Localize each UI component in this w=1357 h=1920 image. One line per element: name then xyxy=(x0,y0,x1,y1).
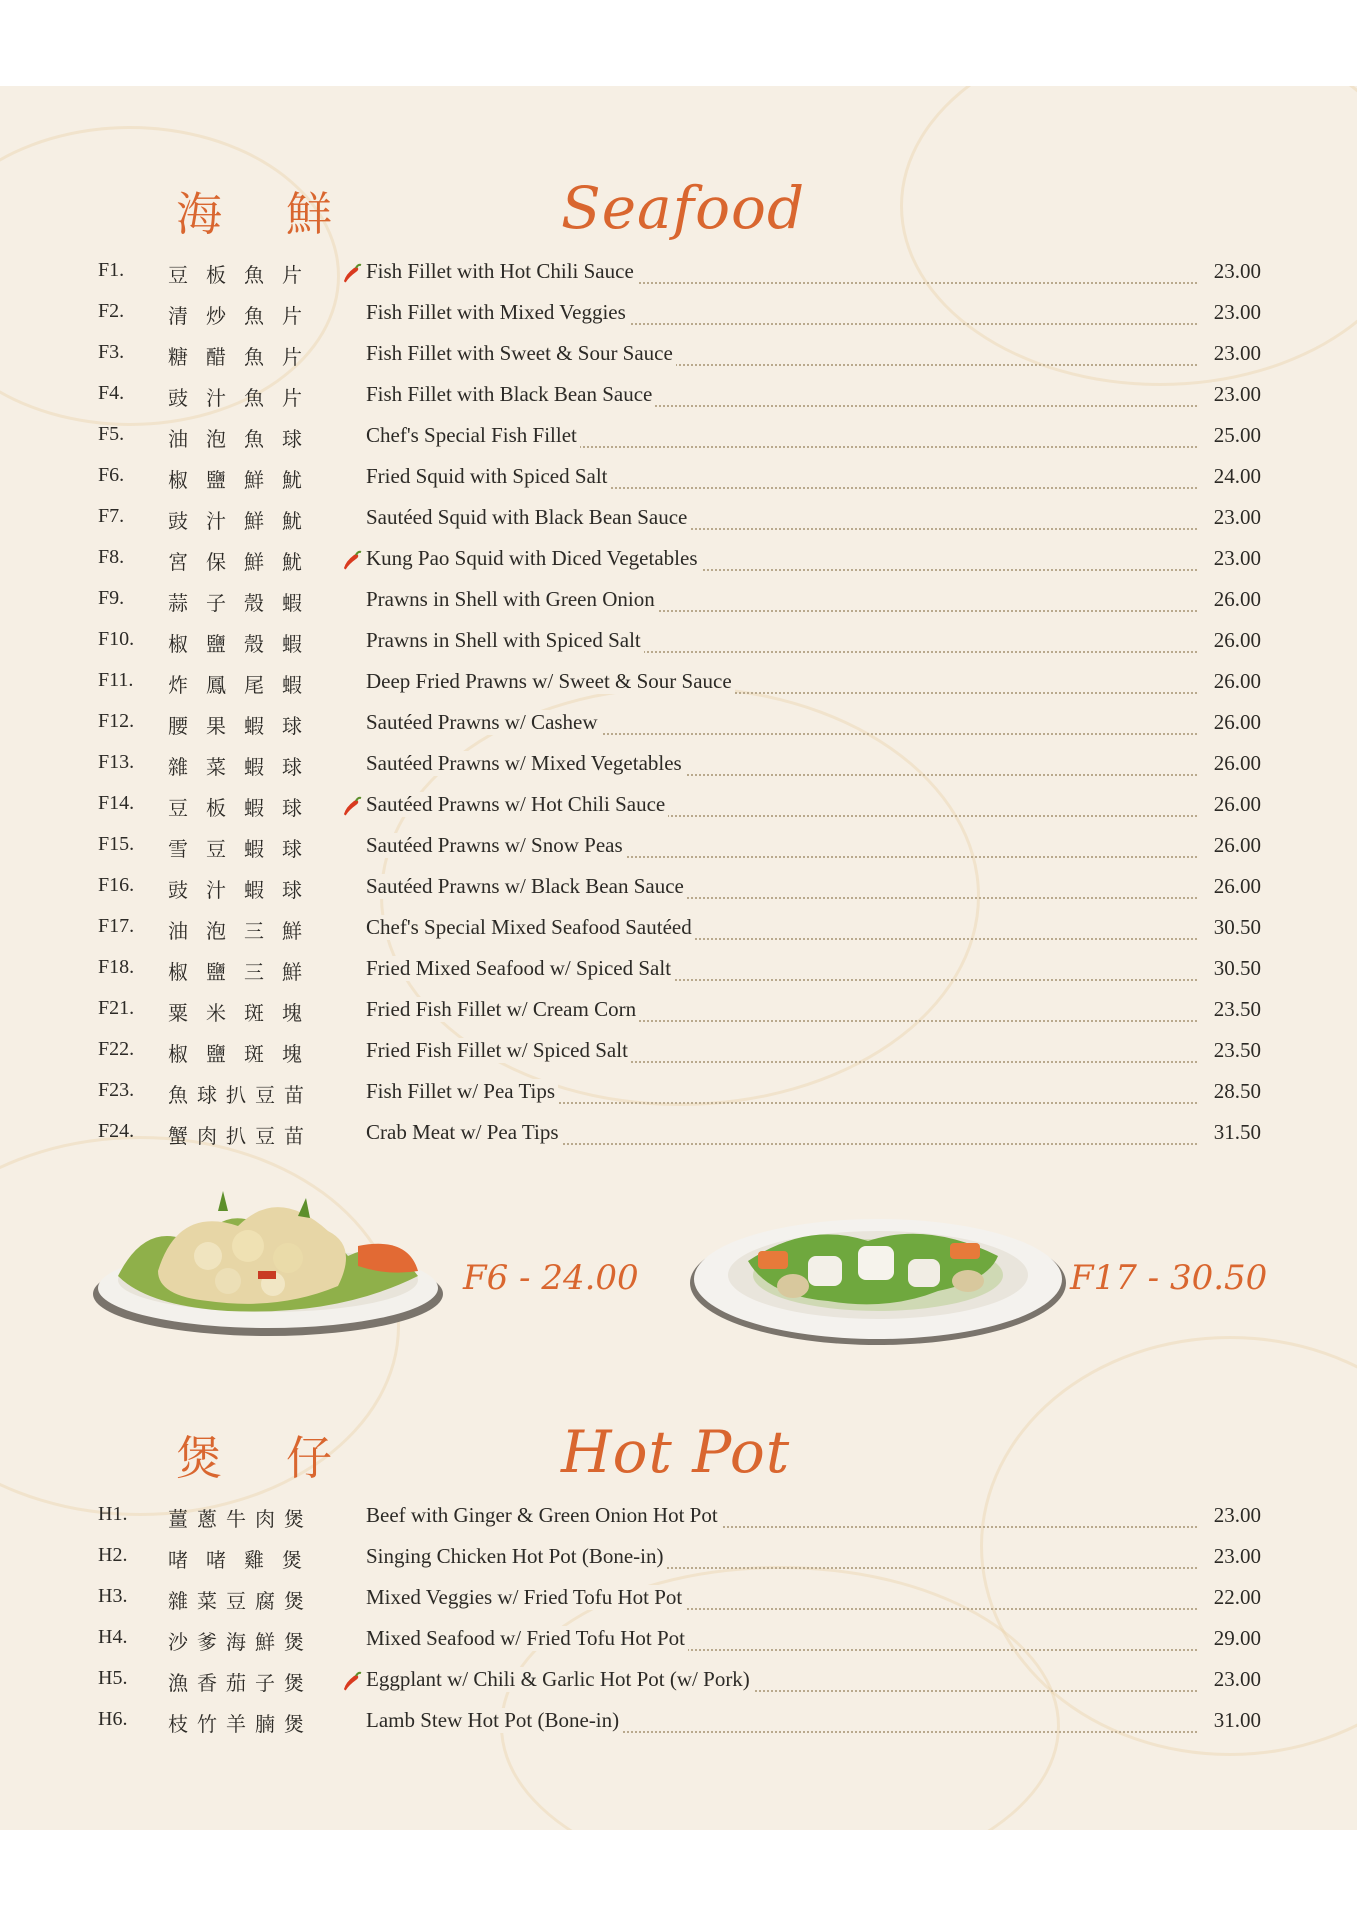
item-name-cn-char: 板 xyxy=(206,263,226,287)
item-name-cn-char: 蟹 xyxy=(168,1124,188,1148)
item-price: 26.00 xyxy=(1213,710,1261,734)
item-name-cn-char: 豉 xyxy=(168,878,188,902)
item-name-cn-char: 煲 xyxy=(284,1630,304,1654)
item-name-cn-char: 肉 xyxy=(255,1507,275,1531)
menu-item xyxy=(0,869,1357,910)
item-name-cn-char: 蝦 xyxy=(244,796,264,820)
item-price: 23.00 xyxy=(1213,546,1261,570)
item-name-cn-char: 扒 xyxy=(226,1083,246,1107)
item-name-cn-char: 蝦 xyxy=(244,714,264,738)
item-name-cn-char: 鮮 xyxy=(255,1630,275,1654)
item-price: 31.50 xyxy=(1213,1120,1261,1144)
item-price: 26.00 xyxy=(1213,833,1261,857)
item-name-cn-char: 球 xyxy=(282,837,302,861)
item-code: F1. xyxy=(98,259,125,281)
item-name-cn xyxy=(168,464,338,493)
item-name: Beef with Ginger & Green Onion Hot Pot xyxy=(366,1503,721,1528)
item-name-cn-char: 煲 xyxy=(284,1589,304,1613)
item-name: Fried Mixed Seafood w/ Spiced Salt xyxy=(366,956,674,981)
item-name-cn-char: 鮮 xyxy=(244,550,264,574)
photo-label-f6: F6 - 24.00 xyxy=(463,1258,639,1298)
menu-item xyxy=(0,582,1357,623)
item-price: 23.50 xyxy=(1213,997,1261,1021)
item-name: Deep Fried Prawns w/ Sweet & Sour Sauce xyxy=(366,669,735,694)
item-name-cn-char: 殼 xyxy=(244,632,264,656)
item-name-cn-char: 汁 xyxy=(206,386,226,410)
item-name-cn-char: 球 xyxy=(282,878,302,902)
item-name-cn-char: 鮮 xyxy=(282,960,302,984)
item-name-cn-char: 爹 xyxy=(197,1630,217,1654)
item-name: Fish Fillet with Hot Chili Sauce xyxy=(366,259,637,284)
item-name-cn-char: 泡 xyxy=(206,919,226,943)
item-code: F15. xyxy=(98,833,135,855)
item-price: 23.00 xyxy=(1213,1544,1261,1568)
item-name-cn xyxy=(168,833,338,862)
chili-pepper-icon xyxy=(340,1670,362,1692)
item-name-cn-char: 雪 xyxy=(168,837,188,861)
item-name: Sautéed Prawns w/ Mixed Vegetables xyxy=(366,751,685,776)
menu-item xyxy=(0,254,1357,295)
menu-item xyxy=(0,951,1357,992)
item-name-cn xyxy=(168,1544,338,1573)
item-code: H6. xyxy=(98,1708,128,1730)
hotpot-title-cn xyxy=(176,1422,332,1488)
item-name-cn-char: 豆 xyxy=(255,1124,275,1148)
item-name-cn-char: 鮮 xyxy=(244,509,264,533)
item-name-cn-char: 椒 xyxy=(168,960,188,984)
item-name-cn-char: 枝 xyxy=(168,1712,188,1736)
item-name-cn xyxy=(168,259,338,288)
menu-item xyxy=(0,1539,1357,1580)
item-code: F9. xyxy=(98,587,125,609)
item-name-cn-char: 腐 xyxy=(255,1589,275,1613)
menu-item xyxy=(0,295,1357,336)
item-name-cn-char: 魚 xyxy=(244,345,264,369)
item-name-cn-char: 三 xyxy=(244,960,264,984)
menu-item xyxy=(0,500,1357,541)
item-name-cn-char: 醋 xyxy=(206,345,226,369)
item-name: Chef's Special Mixed Seafood Sautéed xyxy=(366,915,695,940)
menu-item xyxy=(0,1033,1357,1074)
hotpot-title-cn-char: 煲 xyxy=(176,1431,222,1485)
item-code: F10. xyxy=(98,628,135,650)
item-name-cn-char: 腰 xyxy=(168,714,188,738)
menu-item xyxy=(0,418,1357,459)
item-name-cn-char: 尾 xyxy=(244,673,264,697)
menu-item xyxy=(0,541,1357,582)
item-name: Fried Fish Fillet w/ Cream Corn xyxy=(366,997,639,1022)
item-price: 23.00 xyxy=(1213,1503,1261,1527)
item-name-cn-char: 球 xyxy=(197,1083,217,1107)
item-name: Mixed Veggies w/ Fried Tofu Hot Pot xyxy=(366,1585,685,1610)
seafood-title: Seafood xyxy=(561,174,806,242)
seafood-title-cn-char: 鮮 xyxy=(286,187,332,241)
item-name-cn-char: 煲 xyxy=(284,1671,304,1695)
item-name-cn-char: 炸 xyxy=(168,673,188,697)
item-name-cn-char: 蝦 xyxy=(282,673,302,697)
item-code: F23. xyxy=(98,1079,135,1101)
item-name-cn-char: 蝦 xyxy=(244,755,264,779)
item-name-cn xyxy=(168,546,338,575)
item-code: H1. xyxy=(98,1503,128,1525)
item-price: 23.00 xyxy=(1213,341,1261,365)
item-name-cn xyxy=(168,341,338,370)
item-name-cn-char: 香 xyxy=(197,1671,217,1695)
item-name-cn xyxy=(168,587,338,616)
item-code: F21. xyxy=(98,997,135,1019)
item-price: 23.00 xyxy=(1213,300,1261,324)
item-name-cn-char: 球 xyxy=(282,714,302,738)
item-code: F8. xyxy=(98,546,125,568)
item-price: 30.50 xyxy=(1213,956,1261,980)
item-name-cn-char: 粟 xyxy=(168,1001,188,1025)
item-name-cn-char: 海 xyxy=(226,1630,246,1654)
item-name: Fish Fillet with Mixed Veggies xyxy=(366,300,629,325)
item-name-cn-char: 球 xyxy=(282,427,302,451)
item-name-cn-char: 椒 xyxy=(168,1042,188,1066)
item-price: 22.00 xyxy=(1213,1585,1261,1609)
item-name: Sautéed Prawns w/ Snow Peas xyxy=(366,833,626,858)
item-name-cn xyxy=(168,956,338,985)
item-price: 28.50 xyxy=(1213,1079,1261,1103)
item-name-cn-char: 薑 xyxy=(168,1507,188,1531)
item-name-cn-char: 塊 xyxy=(282,1042,302,1066)
item-name-cn-char: 蝦 xyxy=(244,878,264,902)
item-name-cn-char: 魷 xyxy=(282,509,302,533)
item-name: Eggplant w/ Chili & Garlic Hot Pot (w/ Pork) xyxy=(366,1667,753,1692)
item-name-cn-char: 茄 xyxy=(226,1671,246,1695)
menu-item xyxy=(0,1115,1357,1156)
item-code: F24. xyxy=(98,1120,135,1142)
item-name-cn-char: 果 xyxy=(206,714,226,738)
item-name-cn-char: 啫 xyxy=(168,1548,188,1572)
menu-item xyxy=(0,336,1357,377)
item-name-cn xyxy=(168,997,338,1026)
item-code: F4. xyxy=(98,382,125,404)
item-price: 23.00 xyxy=(1213,1667,1261,1691)
item-name-cn-char: 牛 xyxy=(226,1507,246,1531)
item-code: F2. xyxy=(98,300,125,322)
item-name: Sautéed Prawns w/ Black Bean Sauce xyxy=(366,874,687,899)
item-name-cn-char: 蝦 xyxy=(282,632,302,656)
item-name-cn-char: 球 xyxy=(282,755,302,779)
item-name-cn-char: 斑 xyxy=(244,1042,264,1066)
item-name-cn-char: 油 xyxy=(168,919,188,943)
item-code: F7. xyxy=(98,505,125,527)
item-code: F13. xyxy=(98,751,135,773)
item-name-cn-char: 魚 xyxy=(244,263,264,287)
item-name-cn xyxy=(168,423,338,452)
item-name-cn-char: 腩 xyxy=(255,1712,275,1736)
menu-item xyxy=(0,1498,1357,1539)
item-name-cn-char: 保 xyxy=(206,550,226,574)
item-name-cn-char: 椒 xyxy=(168,468,188,492)
item-name-cn-char: 煲 xyxy=(284,1507,304,1531)
item-name-cn-char: 糖 xyxy=(168,345,188,369)
item-code: F11. xyxy=(98,669,134,691)
item-name-cn-char: 扒 xyxy=(226,1124,246,1148)
item-name-cn xyxy=(168,751,338,780)
item-code: H2. xyxy=(98,1544,128,1566)
item-name-cn-char: 魚 xyxy=(244,427,264,451)
item-code: F17. xyxy=(98,915,135,937)
item-price: 23.00 xyxy=(1213,259,1261,283)
item-code: H3. xyxy=(98,1585,128,1607)
item-name-cn-char: 豆 xyxy=(168,263,188,287)
item-name-cn-char: 片 xyxy=(282,345,302,369)
item-name-cn-char: 片 xyxy=(282,263,302,287)
item-name-cn-char: 雜 xyxy=(168,755,188,779)
item-name-cn-char: 魷 xyxy=(282,550,302,574)
item-code: F12. xyxy=(98,710,135,732)
item-name: Prawns in Shell with Green Onion xyxy=(366,587,658,612)
item-name-cn-char: 汁 xyxy=(206,878,226,902)
item-name-cn-char: 雜 xyxy=(168,1589,188,1613)
item-name-cn xyxy=(168,792,338,821)
menu-item xyxy=(0,1703,1357,1744)
item-name-cn-char: 油 xyxy=(168,427,188,451)
item-name-cn-char: 鹽 xyxy=(206,632,226,656)
menu-item xyxy=(0,664,1357,705)
menu-item xyxy=(0,992,1357,1033)
item-code: F5. xyxy=(98,423,125,445)
item-name-cn-char: 煲 xyxy=(284,1712,304,1736)
item-name: Mixed Seafood w/ Fried Tofu Hot Pot xyxy=(366,1626,688,1651)
item-name-cn xyxy=(168,1503,338,1532)
chili-pepper-icon xyxy=(340,549,362,571)
item-name-cn-char: 泡 xyxy=(206,427,226,451)
item-name-cn-char: 豆 xyxy=(206,837,226,861)
item-name-cn-char: 片 xyxy=(282,386,302,410)
seafood-title-cn-char: 海 xyxy=(176,187,222,241)
item-code: H5. xyxy=(98,1667,128,1689)
item-name-cn-char: 塊 xyxy=(282,1001,302,1025)
menu-item xyxy=(0,1074,1357,1115)
seafood-header xyxy=(0,174,1357,264)
item-name-cn-char: 雞 xyxy=(244,1548,264,1572)
item-name-cn-char: 蝦 xyxy=(244,837,264,861)
item-code: F22. xyxy=(98,1038,135,1060)
item-code: F18. xyxy=(98,956,135,978)
plate-image xyxy=(88,1176,448,1346)
item-price: 23.00 xyxy=(1213,505,1261,529)
item-name: Crab Meat w/ Pea Tips xyxy=(366,1120,562,1145)
item-price: 31.00 xyxy=(1213,1708,1261,1732)
item-name-cn-char: 子 xyxy=(255,1671,275,1695)
item-name-cn-char: 羊 xyxy=(226,1712,246,1736)
menu-item xyxy=(0,623,1357,664)
item-name: Chef's Special Fish Fillet xyxy=(366,423,580,448)
item-name-cn xyxy=(168,915,338,944)
item-name-cn-char: 蝦 xyxy=(282,591,302,615)
item-name-cn-char: 豉 xyxy=(168,509,188,533)
item-name-cn-char: 豆 xyxy=(255,1083,275,1107)
menu-item xyxy=(0,828,1357,869)
item-name: Lamb Stew Hot Pot (Bone-in) xyxy=(366,1708,622,1733)
item-name-cn xyxy=(168,1585,338,1614)
menu-item xyxy=(0,1662,1357,1703)
item-name-cn-char: 竹 xyxy=(197,1712,217,1736)
item-code: F3. xyxy=(98,341,125,363)
item-code: F16. xyxy=(98,874,135,896)
item-name-cn-char: 豆 xyxy=(226,1589,246,1613)
item-price: 25.00 xyxy=(1213,423,1261,447)
item-name-cn-char: 魚 xyxy=(244,304,264,328)
item-name: Fish Fillet with Sweet & Sour Sauce xyxy=(366,341,676,366)
item-name-cn-char: 菜 xyxy=(206,755,226,779)
item-name-cn-char: 煲 xyxy=(282,1548,302,1572)
item-name-cn xyxy=(168,1079,338,1108)
dish-photo-f17 xyxy=(688,1201,1068,1351)
item-name-cn-char: 三 xyxy=(244,919,264,943)
hotpot-title-cn-char: 仔 xyxy=(286,1431,332,1485)
item-price: 26.00 xyxy=(1213,587,1261,611)
item-name-cn-char: 殼 xyxy=(244,591,264,615)
item-name-cn xyxy=(168,1120,338,1149)
item-price: 23.50 xyxy=(1213,1038,1261,1062)
item-name-cn xyxy=(168,1667,338,1696)
chili-pepper-icon xyxy=(340,795,362,817)
item-name-cn-char: 豆 xyxy=(168,796,188,820)
chili-pepper-icon xyxy=(340,262,362,284)
item-name-cn-char: 漁 xyxy=(168,1671,188,1695)
item-name-cn xyxy=(168,710,338,739)
item-price: 29.00 xyxy=(1213,1626,1261,1650)
item-name-cn-char: 蒜 xyxy=(168,591,188,615)
item-name-cn-char: 鹽 xyxy=(206,1042,226,1066)
hotpot-title: Hot Pot xyxy=(561,1418,791,1486)
item-name-cn-char: 清 xyxy=(168,304,188,328)
item-name-cn-char: 鳳 xyxy=(206,673,226,697)
menu-item xyxy=(0,910,1357,951)
item-name-cn-char: 菜 xyxy=(197,1589,217,1613)
dish-photo-f6 xyxy=(88,1176,448,1346)
item-name-cn-char: 魷 xyxy=(282,468,302,492)
item-name: Fried Fish Fillet w/ Spiced Salt xyxy=(366,1038,631,1063)
menu-item xyxy=(0,787,1357,828)
photo-label-f17: F17 - 30.50 xyxy=(1070,1258,1268,1298)
item-name: Prawns in Shell with Spiced Salt xyxy=(366,628,644,653)
item-price: 26.00 xyxy=(1213,792,1261,816)
item-name-cn-char: 苗 xyxy=(284,1083,304,1107)
item-price: 26.00 xyxy=(1213,628,1261,652)
item-code: F6. xyxy=(98,464,125,486)
item-name-cn-char: 宮 xyxy=(168,550,188,574)
item-name-cn-char: 苗 xyxy=(284,1124,304,1148)
item-name-cn-char: 板 xyxy=(206,796,226,820)
seafood-menu-list xyxy=(0,254,1357,1156)
item-name-cn xyxy=(168,1626,338,1655)
item-price: 30.50 xyxy=(1213,915,1261,939)
hotpot-header xyxy=(0,1418,1357,1508)
menu-page xyxy=(0,86,1357,1830)
item-code: H4. xyxy=(98,1626,128,1648)
item-name: Kung Pao Squid with Diced Vegetables xyxy=(366,546,701,571)
item-name-cn-char: 鮮 xyxy=(244,468,264,492)
item-name-cn xyxy=(168,1038,338,1067)
item-price: 24.00 xyxy=(1213,464,1261,488)
item-name: Fish Fillet w/ Pea Tips xyxy=(366,1079,558,1104)
item-name-cn-char: 肉 xyxy=(197,1124,217,1148)
menu-item xyxy=(0,459,1357,500)
item-name-cn-char: 沙 xyxy=(168,1630,188,1654)
item-name-cn xyxy=(168,382,338,411)
item-name-cn-char: 子 xyxy=(206,591,226,615)
item-name-cn xyxy=(168,1708,338,1737)
item-name-cn-char: 球 xyxy=(282,796,302,820)
item-name-cn-char: 椒 xyxy=(168,632,188,656)
item-name-cn-char: 片 xyxy=(282,304,302,328)
item-name-cn-char: 魚 xyxy=(244,386,264,410)
item-name: Sautéed Prawns w/ Hot Chili Sauce xyxy=(366,792,668,817)
menu-item xyxy=(0,746,1357,787)
item-name-cn-char: 豉 xyxy=(168,386,188,410)
item-name-cn-char: 炒 xyxy=(206,304,226,328)
item-price: 26.00 xyxy=(1213,669,1261,693)
menu-item xyxy=(0,377,1357,418)
item-name-cn xyxy=(168,874,338,903)
menu-item xyxy=(0,1621,1357,1662)
item-name-cn xyxy=(168,628,338,657)
item-name-cn-char: 斑 xyxy=(244,1001,264,1025)
item-name-cn-char: 鹽 xyxy=(206,960,226,984)
plate-image xyxy=(688,1201,1068,1351)
item-name-cn-char: 魚 xyxy=(168,1083,188,1107)
item-name: Fish Fillet with Black Bean Sauce xyxy=(366,382,655,407)
item-name-cn xyxy=(168,300,338,329)
seafood-title-cn xyxy=(176,178,332,244)
item-price: 23.00 xyxy=(1213,382,1261,406)
item-name-cn-char: 蔥 xyxy=(197,1507,217,1531)
menu-item xyxy=(0,705,1357,746)
item-name: Singing Chicken Hot Pot (Bone-in) xyxy=(366,1544,667,1569)
item-name-cn xyxy=(168,669,338,698)
item-name: Sautéed Prawns w/ Cashew xyxy=(366,710,601,735)
item-name-cn-char: 米 xyxy=(206,1001,226,1025)
item-price: 26.00 xyxy=(1213,751,1261,775)
item-name-cn-char: 啫 xyxy=(206,1548,226,1572)
item-code: F14. xyxy=(98,792,135,814)
item-name-cn-char: 鮮 xyxy=(282,919,302,943)
item-name-cn-char: 鹽 xyxy=(206,468,226,492)
item-name: Fried Squid with Spiced Salt xyxy=(366,464,611,489)
item-name-cn-char: 汁 xyxy=(206,509,226,533)
item-price: 26.00 xyxy=(1213,874,1261,898)
item-name: Sautéed Squid with Black Bean Sauce xyxy=(366,505,690,530)
hotpot-menu-list xyxy=(0,1498,1357,1744)
menu-item xyxy=(0,1580,1357,1621)
item-name-cn xyxy=(168,505,338,534)
